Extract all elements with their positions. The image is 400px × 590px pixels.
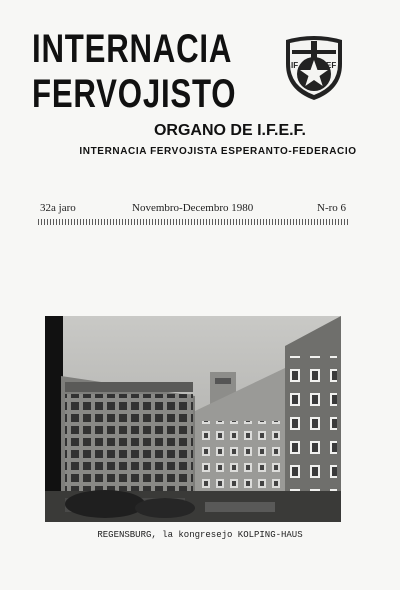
issue-date: Novembro-Decembro 1980 — [132, 202, 254, 214]
magazine-title-line2: FERVOJISTO — [32, 72, 237, 116]
issue-year: 32a jaro — [40, 202, 76, 214]
building-photo — [45, 316, 341, 522]
ifef-emblem-icon — [281, 34, 347, 102]
issue-number: N-ro 6 — [317, 202, 347, 214]
logo-left-text: IF — [291, 61, 299, 70]
federation-name: INTERNACIA FERVOJISTA ESPERANTO-FEDERACIO — [79, 146, 357, 157]
photo-caption: REGENSBURG, la kongresejo KOLPING-HAUS — [97, 530, 303, 540]
subtitle: ORGANO DE I.F.E.F. — [153, 122, 306, 139]
magazine-title-line1: INTERNACIA — [32, 27, 233, 71]
divider — [38, 219, 350, 225]
logo-right-text: EF — [326, 61, 337, 70]
